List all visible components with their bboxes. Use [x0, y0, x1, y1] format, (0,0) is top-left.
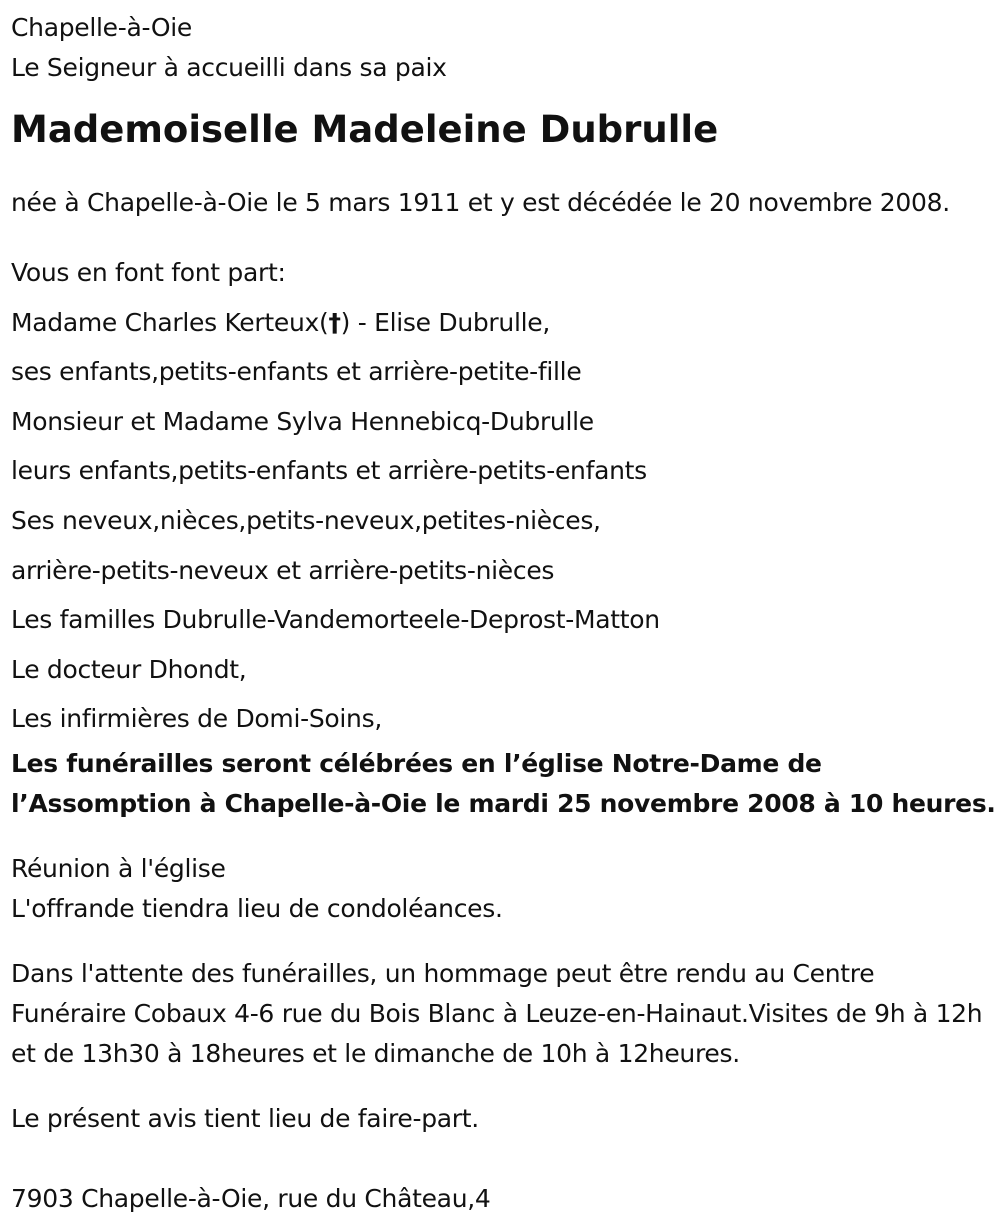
funeral-offering: L'offrande tiendra lieu de condoléances. — [11, 893, 503, 923]
family-line: arrière-petits-neveux et arrière-petits-nièces — [11, 555, 555, 585]
family-line-text: ) - Elise Dubrulle, — [340, 307, 550, 337]
dagger-icon: † — [328, 307, 341, 337]
funeral-ceremony: Les funérailles seront célébrées en l’église Notre-Dame de l’Assomption à Chapelle-à-Oie le mardi 25 novembre 2008 à 10 heures. — [11, 748, 996, 818]
family-line: Les infirmières de Domi-Soins, — [11, 704, 382, 734]
funeral-meeting: Réunion à l'église — [11, 853, 226, 883]
family-line: ses enfants,petits-enfants et arrière-petite-fille — [11, 357, 582, 387]
family-line: Les familles Dubrulle-Vandemorteele-Deprost-Matton — [11, 605, 660, 635]
funeral-notice: Le présent avis tient lieu de faire-part. — [11, 1103, 479, 1133]
birth-death-text: née à Chapelle-à-Oie le 5 mars 1911 et y est décédée le 20 novembre 2008. — [11, 188, 950, 217]
funeral-visits: Dans l'attente des funérailles, un hommage peut être rendu au Centre Funéraire Cobaux 4-6 rue du Bois Blanc à Leuze-en-Hainaut.Visites de 9h à 12h et de 13h30 à 18heures et le dimanche de 10h à 12heures. — [11, 958, 983, 1068]
family-line: leurs enfants,petits-enfants et arrière-petits-enfants — [11, 456, 647, 486]
family-line — [11, 298, 1000, 348]
family-line: Ses neveux,nièces,petits-neveux,petites-nièces, — [11, 505, 601, 535]
family-line: Monsieur et Madame Sylva Hennebicq-Dubrulle — [11, 406, 594, 436]
announcement-intro: Vous en font font part: — [11, 258, 286, 287]
family-line: Le docteur Dhondt, — [11, 654, 247, 684]
header-tagline: Le Seigneur à accueilli dans sa paix — [11, 53, 447, 82]
deceased-name: Mademoiselle Madeleine Dubrulle — [11, 108, 719, 151]
header-place: Chapelle-à-Oie — [11, 13, 193, 42]
address: 7903 Chapelle-à-Oie, rue du Château,4 — [11, 1183, 491, 1213]
family-line-text: Madame Charles Kerteux( — [11, 307, 329, 337]
